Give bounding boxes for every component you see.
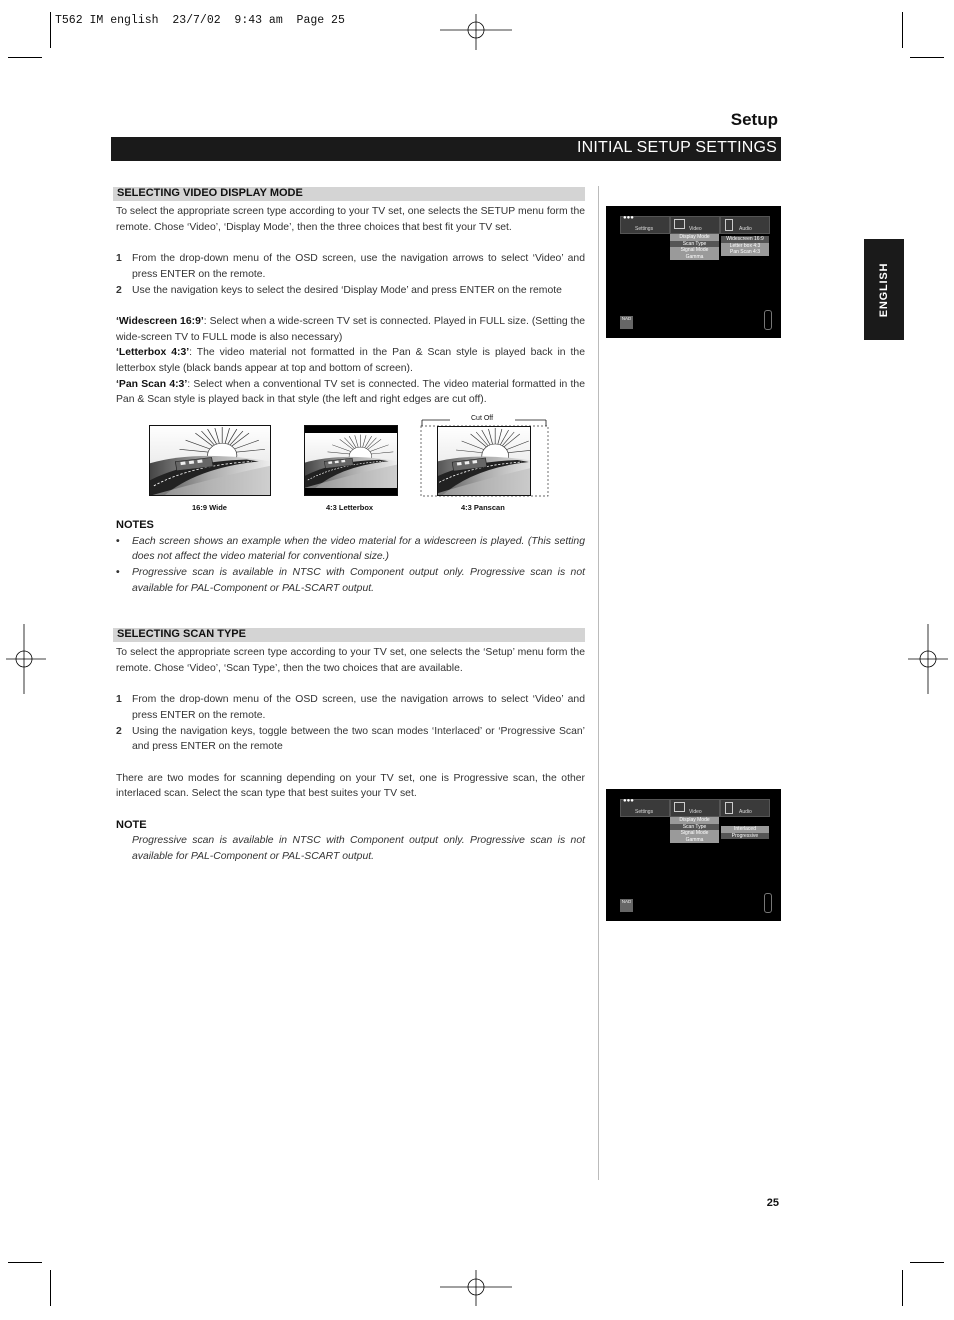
caption-letterbox: 4:3 Letterbox: [326, 503, 374, 512]
osd-tab-video: Video: [670, 799, 720, 817]
registration-mark-left: [6, 624, 46, 694]
video-section-heading: [113, 187, 585, 201]
scan-body: There are two modes for scanning depending on your TV set, one is Progressive scan, the other interlaced scan. Select the scan type that best suites your TV set.: [116, 772, 585, 800]
osd-scan-type-screen: [606, 789, 781, 921]
nad-logo: NAD: [620, 316, 633, 329]
osd-tab-settings: ●●● Settings: [620, 216, 670, 234]
language-tab-label: ENGLISH: [878, 262, 890, 317]
mode-letterbox: ‘Letterbox 4:3’: The video material not formatted in the Pan & Scan style is played back in the letterbox style (black bands appear at top and bottom of screen).: [116, 347, 585, 374]
note-item: • Each screen shows an example when the video material for a widescreen is played. (This setting does not affect the video material for conventional size.): [116, 535, 585, 563]
osd-video-menu: Display Mode Scan Type Signal Mode Gamma: [670, 817, 719, 843]
note-item: • Progressive scan is available in NTSC with Component output only. Progressive scan is not available for PAL-Component or PAL-SCART output.: [116, 567, 585, 594]
registration-mark-bottom: [440, 1270, 512, 1306]
video-section-body: [116, 204, 585, 408]
scan-section-body: [116, 645, 585, 865]
registration-mark-right: [908, 624, 948, 694]
osd-video-menu: Display Mode Scan Type Signal Mode Gamma: [670, 234, 719, 260]
scan-step: 1 From the drop-down menu of the OSD screen, use the navigation arrows to select ‘Video’ and press ENTER on the remote.: [116, 694, 585, 721]
widescreen-illustration: [149, 425, 271, 496]
remote-icon: [764, 893, 772, 913]
banner-title: INITIAL SETUP SETTINGS: [577, 139, 777, 156]
video-notes: [116, 518, 585, 597]
caption-panscan: 4:3 Panscan: [461, 503, 505, 512]
note-heading: NOTE: [116, 818, 147, 831]
osd-display-mode-screen: [606, 206, 781, 338]
letterbox-illustration: [304, 425, 398, 496]
osd-display-mode-options: Widescreen 16:9 Letter box 4:3 Pan Scan 4:3: [721, 236, 769, 256]
page-number: 25: [766, 1197, 779, 1209]
video-step: 2 Use the navigation keys to select the desired ‘Display Mode’ and press ENTER on the remote: [116, 284, 562, 296]
page-banner: [111, 137, 781, 161]
scan-section-heading-text: SELECTING SCAN TYPE: [117, 628, 246, 640]
cut-off-label: Cut Off: [471, 415, 494, 422]
notes-heading: NOTES: [116, 519, 154, 531]
video-intro: To select the appropriate screen type according to your TV set, one selects the SETUP menu form the remote. Chose ‘Video’, ‘Display Mode’, then the three choices that best fit your TV set.: [116, 206, 585, 233]
osd-tab-audio: Audio: [720, 799, 770, 817]
display-mode-figure: [140, 412, 560, 514]
mode-panscan: ‘Pan Scan 4:3’: Select when a conventional TV set is connected. The video material formatted in the Pan & Scan style is played back in that style (the left and right edges are cut off).: [116, 378, 585, 406]
scan-section-heading: [113, 628, 585, 642]
registration-mark-top: [440, 14, 512, 50]
video-step: 1 From the drop-down menu of the OSD screen, use the navigation arrows to select ‘Video’ and press ENTER on the remote.: [116, 253, 585, 280]
scan-step: 2 Using the navigation keys, toggle between the two scan modes ‘Interlaced’ or ‘Progressive Scan’ and press ENTER on the remote: [116, 725, 585, 753]
panscan-illustration: [420, 418, 550, 498]
mode-widescreen: ‘Widescreen 16:9’: Select when a wide-screen TV set is connected. Played in FULL size. (Setting the wide-screen TV to FULL mode is also necessary): [116, 315, 585, 343]
section-title: Setup: [730, 110, 778, 129]
language-tab: [864, 239, 904, 340]
caption-wide: 16:9 Wide: [192, 503, 227, 512]
osd-scan-type-options: Interlaced Progressive: [721, 826, 769, 839]
video-section-heading-text: SELECTING VIDEO DISPLAY MODE: [117, 187, 303, 199]
remote-icon: [764, 310, 772, 330]
print-slug: T562 IM english 23/7/02 9:43 am Page 25: [55, 14, 345, 27]
scan-note: Progressive scan is available in NTSC with Component output only. Progressive scan is not available for PAL-Component or PAL-SCART output.: [132, 835, 585, 863]
osd-tab-settings: ●●● Settings: [620, 799, 670, 817]
scan-intro: To select the appropriate screen type according to your TV set, one selects the ‘Setup’ menu form the remote. Chose ‘Video’, ‘Scan Type’, then the two choices that are available.: [116, 647, 585, 674]
nad-logo: NAD: [620, 899, 633, 912]
column-divider: [598, 186, 599, 1180]
osd-tab-video: Video: [670, 216, 720, 234]
osd-tab-audio: Audio: [720, 216, 770, 234]
